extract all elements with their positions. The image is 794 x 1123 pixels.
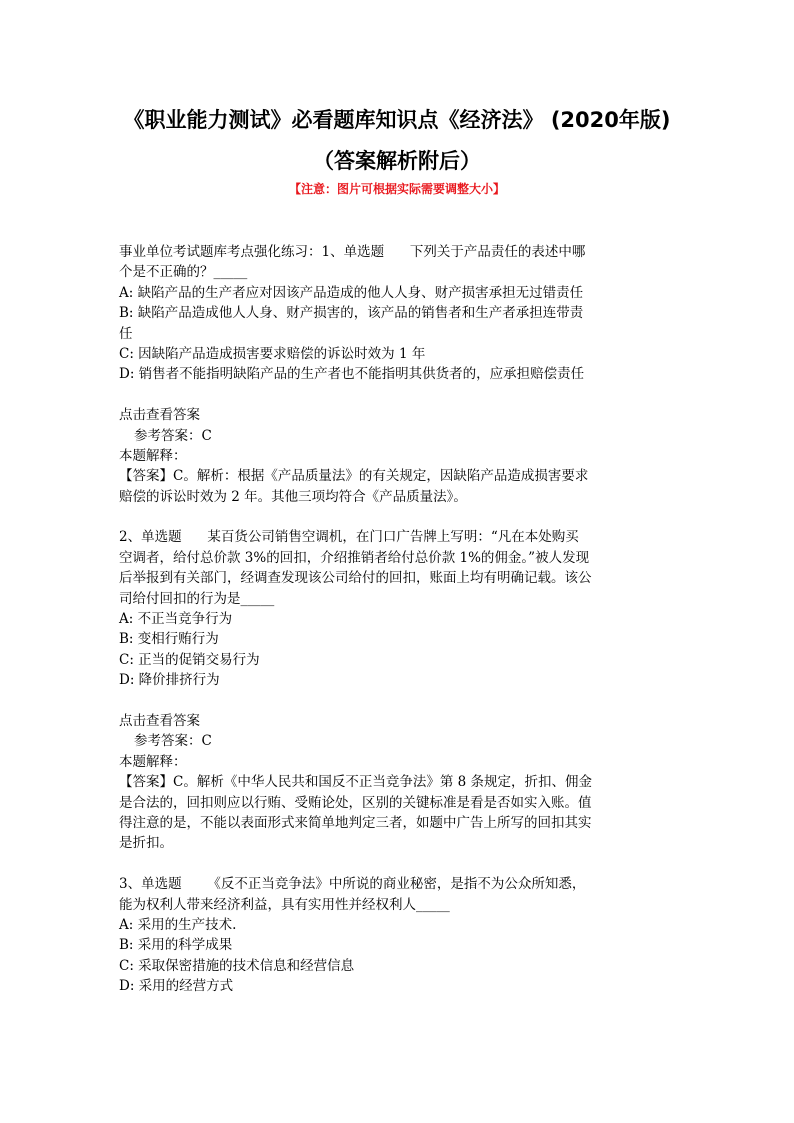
option-a: A: 缺陷产品的生产者应对因该产品造成的他人人身、财产损害承担无过错责任 [119, 284, 584, 301]
resize-notice: 【注意：图片可根据实际需要调整大小】 [288, 182, 505, 196]
option-a: A: 采用的生产技术. [119, 916, 237, 933]
option-b: B: 缺陷产品造成他人人身、财产损害的，该产品的销售者和生产者承担连带责 [119, 305, 584, 322]
question-1 [119, 242, 679, 507]
option-c: C: 采取保密措施的技术信息和经营信息 [119, 957, 355, 974]
option-b: B: 变相行贿行为 [119, 631, 219, 648]
option-b: B: 采用的科学成果 [119, 937, 233, 954]
option-d: D: 采用的经营方式 [119, 978, 234, 995]
document-subtitle: （答案解析附后） [313, 149, 481, 173]
question-text: 2、单选题 某百货公司销售空调机，在门口广告牌上写明：“凡在本处购买 [119, 529, 579, 546]
option-b-continued: 任 [119, 325, 133, 342]
document-title: 《职业能力测试》必看题库知识点《经济法》 (2020年版) [123, 108, 671, 132]
option-d: D: 销售者不能指明缺陷产品的生产者也不能指明其供货者的，应承担赔偿责任 [119, 366, 585, 383]
explanation-label: 本题解释： [119, 753, 187, 770]
question-text: 能为权利人带来经济利益，具有实用性并经权利人_____ [119, 896, 450, 913]
option-c: C: 因缺陷产品造成损害要求赔偿的诉讼时效为 1 年 [119, 345, 426, 362]
document-body [119, 242, 679, 996]
option-d: D: 降价排挤行为 [119, 672, 220, 689]
question-text: 事业单位考试题库考点强化练习：1、单选题 下列关于产品责任的表述中哪 [119, 244, 586, 260]
option-a: A: 不正当竞争行为 [119, 611, 233, 628]
explanation-text: 是折扣。 [119, 835, 173, 852]
show-answer-link[interactable]: 点击查看答案 [119, 407, 200, 424]
explanation-text: 是合法的，回扣则应以行贿、受贿论处，区别的关键标准是看是否如实入账。值 [119, 794, 592, 811]
option-c: C: 正当的促销交易行为 [119, 651, 260, 668]
question-2 [119, 527, 679, 853]
explanation-text: 【答案】C。解析：根据《产品质量法》的有关规定，因缺陷产品造成损害要求 [119, 468, 589, 485]
question-text: 3、单选题 《反不正当竞争法》中所说的商业秘密，是指不为公众所知悉， [119, 876, 586, 893]
reference-answer: 参考答案：C [134, 427, 212, 444]
question-3 [119, 874, 679, 996]
reference-answer: 参考答案：C [134, 733, 212, 750]
question-text: 空调者，给付总价款 3%的回扣，介绍推销者给付总价款 1%的佣金。”被人发现 [119, 549, 590, 566]
explanation-text: 【答案】C。解析《中华人民共和国反不正当竞争法》第 8 条规定，折扣、佣金 [119, 774, 592, 791]
explanation-text: 赔偿的诉讼时效为 2 年。其他三项均符合《产品质量法》。 [119, 488, 467, 505]
question-text: 后举报到有关部门，经调查发现该公司给付的回扣，账面上均有明确记载。该公 [119, 570, 592, 587]
explanation-label: 本题解释： [119, 447, 187, 464]
question-text: 个是不正确的？_____ [119, 264, 248, 281]
question-text: 司给付回扣的行为是_____ [119, 590, 275, 607]
explanation-text: 得注意的是，不能以表面形式来简单地判定三者，如题中广告上所写的回扣其实 [119, 814, 592, 831]
show-answer-link[interactable]: 点击查看答案 [119, 712, 200, 729]
